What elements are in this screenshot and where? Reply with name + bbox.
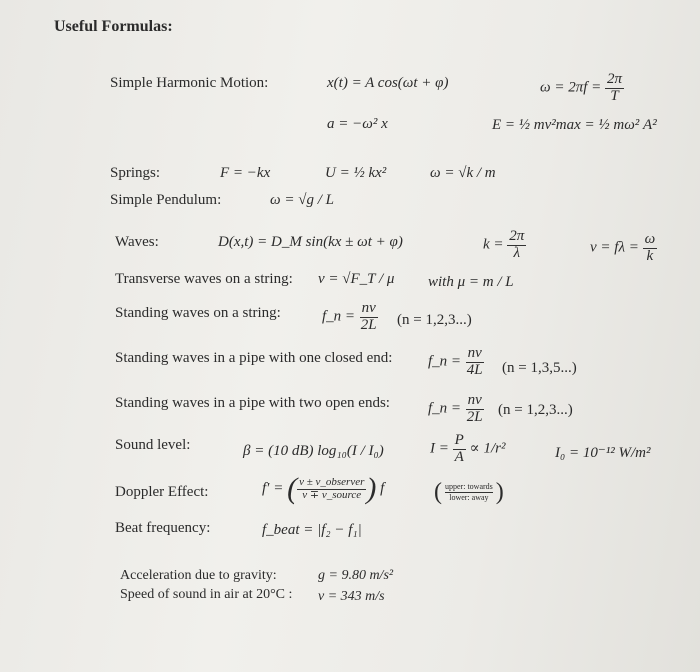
waves-displacement: D(x,t) = D_M sin(kx ± ωt + φ) xyxy=(218,234,403,250)
pendulum-omega: ω = √g / L xyxy=(270,192,334,208)
waves-speed: v = fλ = $\frac{\omega}{k}$ xyxy=(590,231,656,264)
sound-beta: β = (10 dB) log₁₀(I / I₀) xyxy=(243,443,384,459)
transverse-formula: v = √F_T / μ xyxy=(318,271,395,287)
shm-label: Simple Harmonic Motion: xyxy=(110,75,269,91)
doppler-formula: f′ = ( $\frac{\text{v ± v\_observer}}{\text{v ∓ v\_source}}$ ) f xyxy=(262,472,385,505)
shm-energy-formula: E = ½ mv²max = ½ mω² A² xyxy=(492,117,657,133)
springs-potential: U = ½ kx² xyxy=(325,165,387,181)
shm-omega-formula: ω = 2πf = $\frac{2\pi}{T}$ xyxy=(540,71,623,104)
waves-wavenumber: k = $\frac{2\pi}{\lambda}$ xyxy=(483,228,525,261)
springs-force: F = −kx xyxy=(220,165,271,181)
sound-i0: I₀ = 10⁻¹² W/m² xyxy=(555,445,651,461)
beat-label: Beat frequency: xyxy=(115,520,211,536)
pipe-closed-formula: f_n = $\frac{nv}{4L}$ xyxy=(428,345,483,378)
doppler-sign-note: ( upper: towards lower: away ) xyxy=(434,479,504,505)
sound-speed-value: v = 343 m/s xyxy=(318,589,385,604)
pipe-open-formula: f_n = $\frac{nv}{2L}$ xyxy=(428,392,483,425)
transverse-label: Transverse waves on a string: xyxy=(115,271,293,287)
pipe-open-label: Standing waves in a pipe with two open ends: xyxy=(115,395,390,411)
springs-omega: ω = √k / m xyxy=(430,165,496,181)
sound-intensity: I = $\frac{P}{A}$ ∝ 1/r² xyxy=(430,432,506,465)
pendulum-label: Simple Pendulum: xyxy=(110,192,222,208)
gravity-value: g = 9.80 m/s² xyxy=(318,568,394,583)
standing-string-formula: f_n = $\frac{nv}{2L}$ xyxy=(322,300,377,333)
beat-formula: f_beat = |f₂ − f₁| xyxy=(262,522,362,538)
standing-string-label: Standing waves on a string: xyxy=(115,305,281,321)
sound-label: Sound level: xyxy=(115,437,191,453)
page-title: Useful Formulas: xyxy=(54,18,173,35)
standing-string-cond: (n = 1,2,3...) xyxy=(397,312,472,328)
pipe-closed-label: Standing waves in a pipe with one closed end: xyxy=(115,350,393,366)
shm-position-formula: x(t) = A cos(ωt + φ) xyxy=(327,75,449,91)
doppler-label: Doppler Effect: xyxy=(115,484,209,500)
waves-label: Waves: xyxy=(115,234,159,250)
gravity-label: Acceleration due to gravity: xyxy=(120,568,277,583)
shm-accel-formula: a = −ω² x xyxy=(327,116,388,132)
pipe-open-cond: (n = 1,2,3...) xyxy=(498,402,573,418)
sound-speed-label: Speed of sound in air at 20°C : xyxy=(120,587,293,602)
springs-label: Springs: xyxy=(110,165,161,181)
pipe-closed-cond: (n = 1,3,5...) xyxy=(502,360,577,376)
transverse-with: with μ = m / L xyxy=(428,274,514,290)
